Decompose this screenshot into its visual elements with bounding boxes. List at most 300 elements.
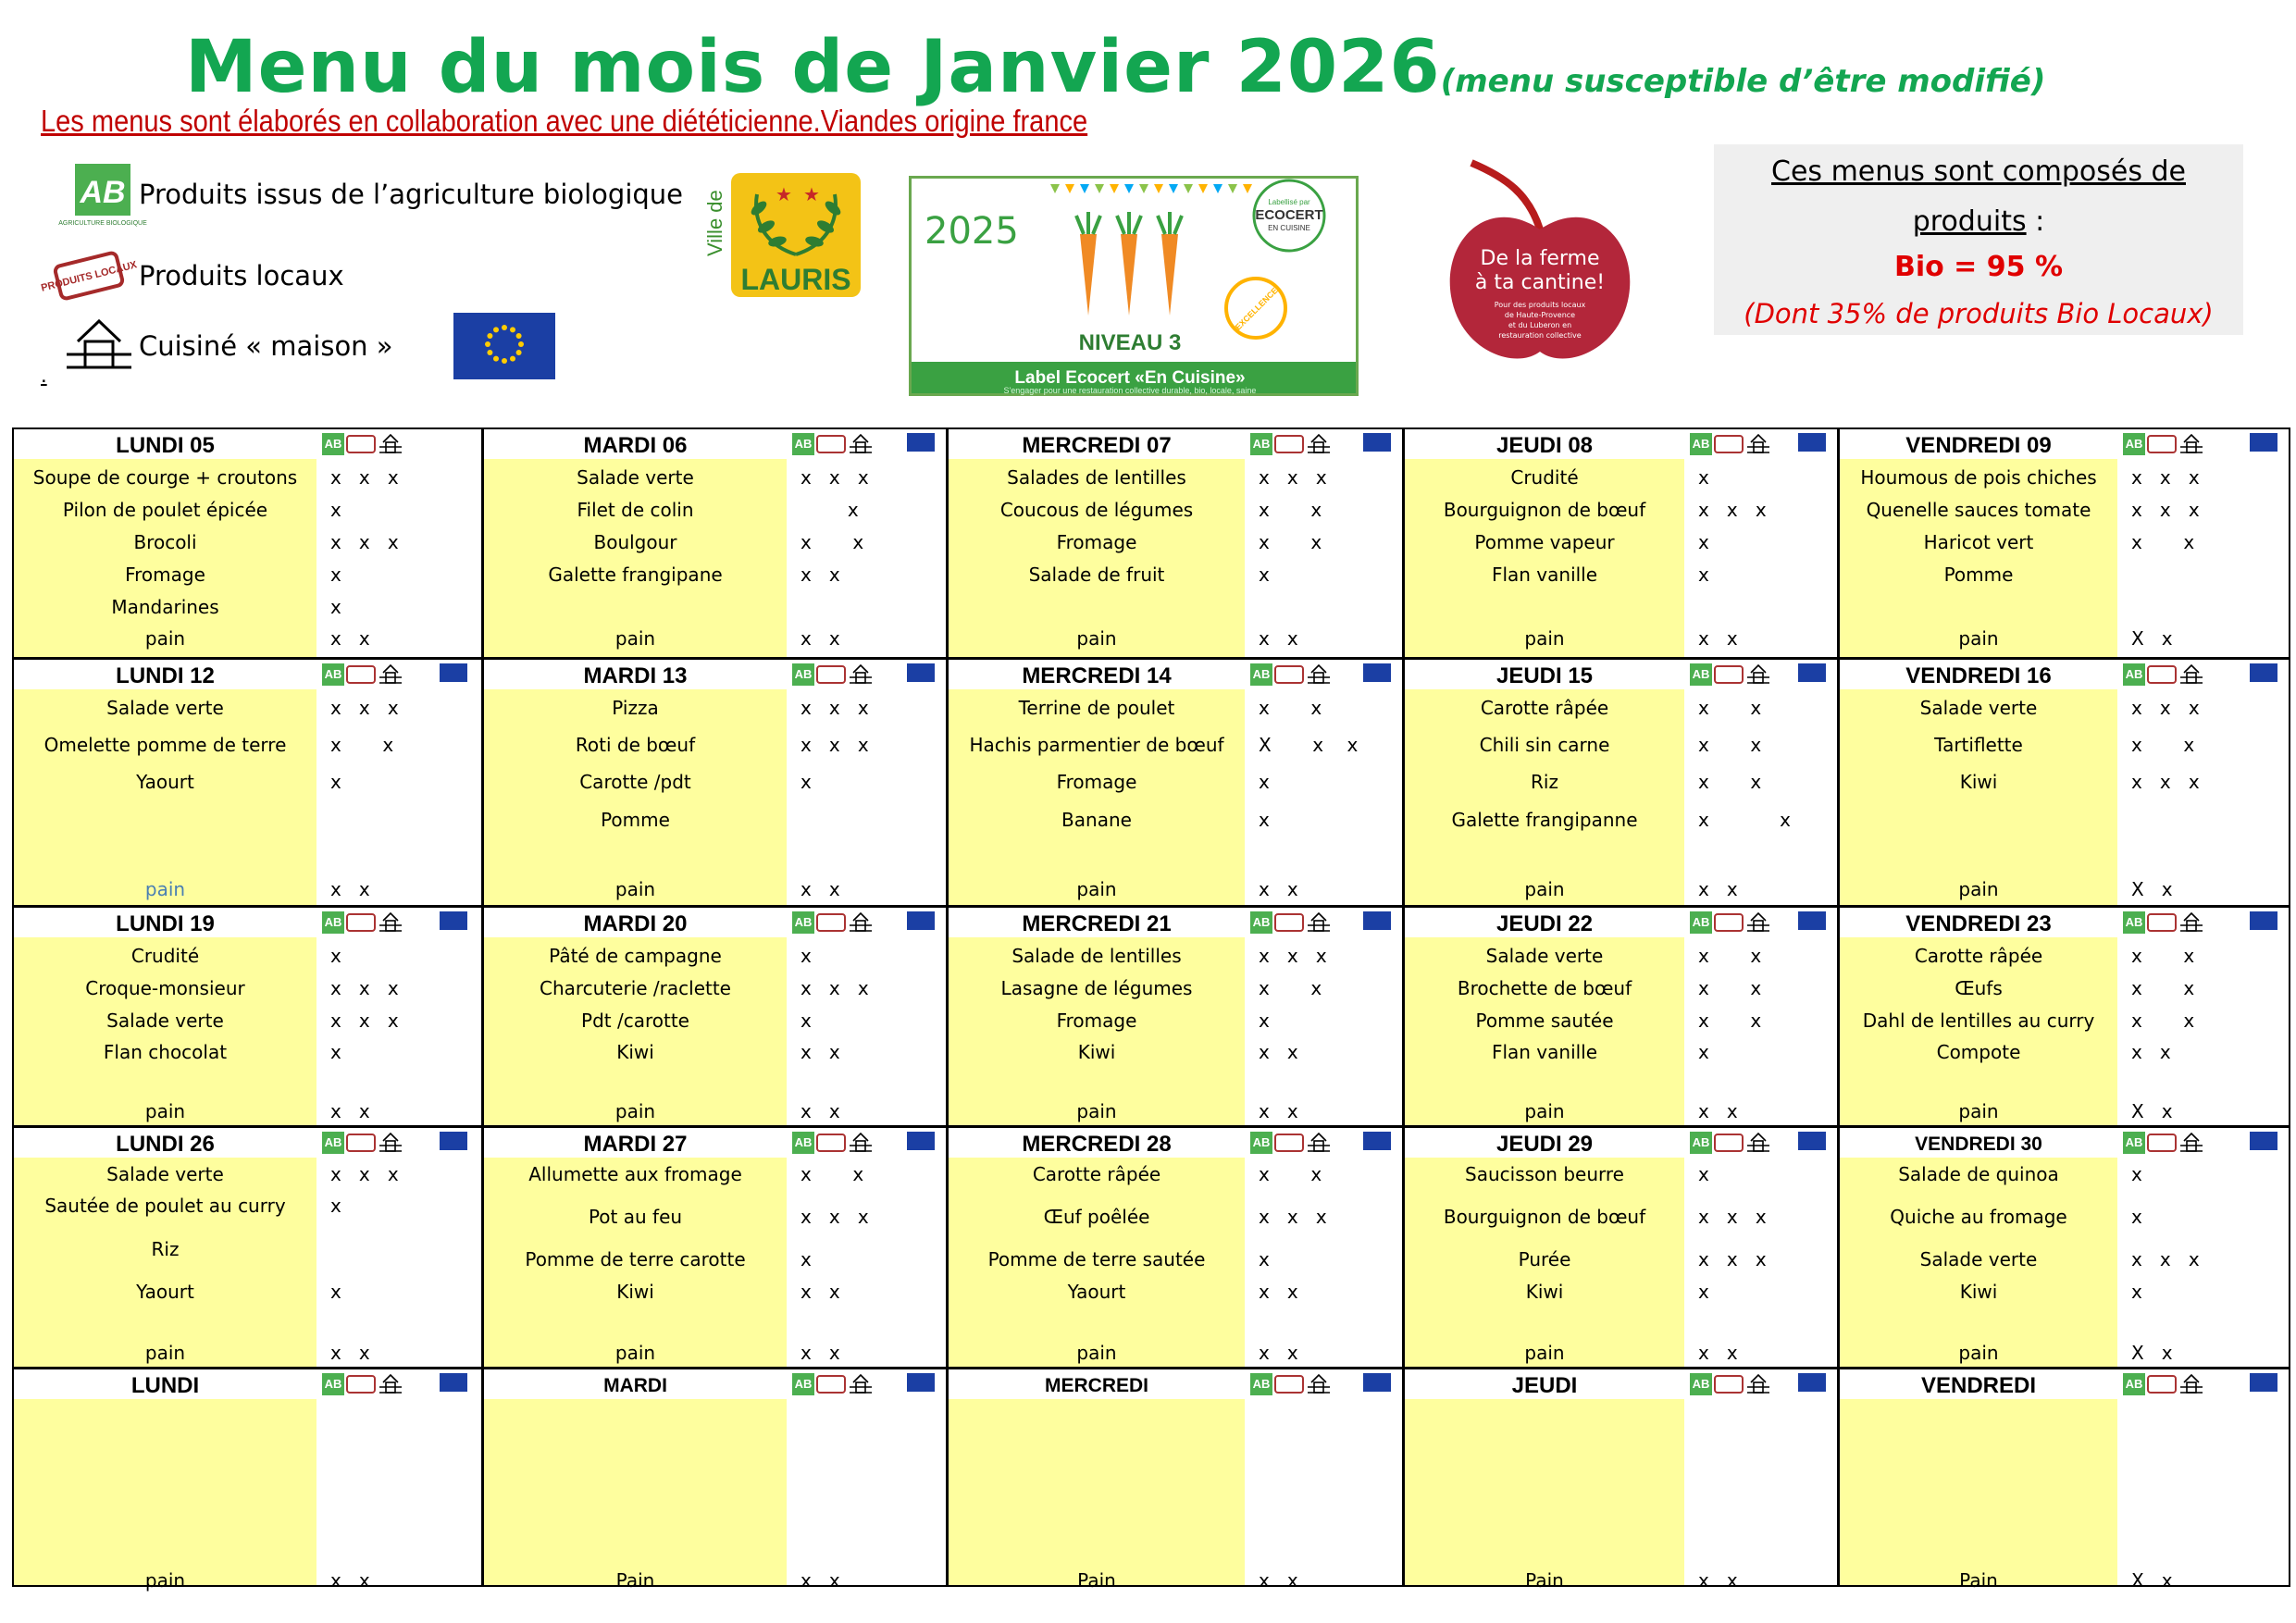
ab-bio-logo-icon — [58, 162, 147, 232]
dish-label: Salades de lentilles — [1007, 466, 1186, 489]
dish-label: Allumette aux fromage — [528, 1163, 742, 1185]
ab-bio-icon: AB — [322, 1373, 344, 1395]
dish-label: Brocoli — [133, 531, 197, 553]
house-icon — [2178, 663, 2204, 686]
day-header — [484, 660, 946, 689]
dish-marks: x x — [1259, 531, 1322, 553]
house-icon — [378, 663, 403, 686]
dish-label: pain — [144, 1100, 186, 1122]
ab-bio-icon: AB — [322, 1132, 344, 1154]
svg-text:Label Ecocert «En Cuisine»: Label Ecocert «En Cuisine» — [1014, 368, 1246, 388]
day-cell — [946, 1128, 1402, 1367]
svg-text:PRODUITS LOCAUX: PRODUITS LOCAUX — [40, 259, 139, 294]
day-header — [949, 908, 1402, 937]
dish-label: pain — [1076, 878, 1117, 900]
svg-text:LAURIS: LAURIS — [740, 263, 851, 296]
dish-label: Croque-monsieur — [85, 977, 245, 999]
dish-label: Bourguignon de bœuf — [1443, 1206, 1646, 1228]
dish-marks: X x — [2131, 1569, 2173, 1592]
dish-highlight — [1405, 1399, 1684, 1585]
eu-flag-icon — [1798, 911, 1826, 930]
dish-label: Charcuterie /raclette — [539, 977, 731, 999]
day-name: LUNDI 12 — [116, 663, 215, 688]
dish-marks: x x — [800, 564, 840, 586]
dish-label: Quenelle sauces tomate — [1866, 499, 2091, 521]
ab-bio-icon: AB — [322, 911, 344, 934]
day-cell — [946, 429, 1402, 657]
dish-marks: x x — [800, 1163, 864, 1185]
dish-marks: x x — [1259, 697, 1322, 719]
dish-label: Yaourt — [136, 1281, 194, 1303]
house-icon — [1306, 911, 1332, 934]
dish-marks: x — [800, 1248, 812, 1270]
day-header — [949, 660, 1402, 689]
produits-locaux-icon — [346, 435, 376, 453]
dish-marks: x x x — [2131, 771, 2200, 793]
house-icon — [1306, 663, 1332, 686]
svg-text:AGRICULTURE BIOLOGIQUE: AGRICULTURE BIOLOGIQUE — [58, 220, 147, 227]
produits-locaux-icon — [1274, 913, 1304, 932]
house-icon — [1306, 433, 1332, 455]
house-icon — [848, 1373, 874, 1395]
produits-locaux-icon — [816, 913, 846, 932]
dish-highlight — [1405, 689, 1684, 905]
dish-label: pain — [144, 1342, 186, 1364]
dish-marks: x — [330, 1041, 341, 1063]
dish-marks: x — [800, 771, 812, 793]
day-name: MARDI 27 — [583, 1132, 688, 1157]
house-icon — [378, 1132, 403, 1154]
dish-highlight — [484, 1399, 787, 1585]
eu-flag-icon — [1798, 1132, 1826, 1150]
ab-bio-icon: AB — [792, 433, 814, 455]
dish-marks: x x x — [1259, 466, 1327, 489]
day-header — [1840, 429, 2289, 459]
dish-label: Roti de bœuf — [575, 734, 696, 756]
info-line2-suffix: : — [2026, 205, 2045, 238]
day-header — [1840, 1128, 2289, 1158]
ab-bio-icon: AB — [2123, 433, 2145, 455]
eu-flag-icon — [907, 911, 935, 930]
day-header — [1405, 660, 1837, 689]
dish-label: Fromage — [1056, 771, 1137, 793]
dish-label: Kiwi — [1077, 1041, 1116, 1063]
legend-local-text: Produits locaux — [139, 260, 344, 291]
produits-locaux-icon — [1274, 1134, 1304, 1152]
ab-bio-icon: AB — [1250, 1132, 1272, 1154]
dish-marks: x — [800, 499, 859, 521]
dish-marks: x x — [1259, 1163, 1322, 1185]
produits-locaux-icon — [2147, 913, 2177, 932]
dish-marks: x x — [800, 1041, 840, 1063]
day-cell — [14, 660, 481, 905]
dish-label: Salade verte — [106, 697, 224, 719]
dish-label: Soupe de courge + croutons — [32, 466, 298, 489]
dish-marks: x x — [1698, 878, 1738, 900]
dish-label: pain — [1958, 1342, 1999, 1364]
dish-marks: x x x — [1259, 1206, 1327, 1228]
svg-text:S'engager pour une restauratio: S'engager pour une restauration collective durable, bio, locale, saine — [1003, 386, 1257, 395]
dish-marks: x x — [1259, 1041, 1298, 1063]
dish-marks: x x x — [330, 697, 399, 719]
dish-marks: x x x — [330, 466, 399, 489]
dish-marks: X x — [2131, 878, 2173, 900]
dish-label: Carotte râpée — [1480, 697, 1609, 719]
ab-bio-icon: AB — [2123, 1373, 2145, 1395]
dish-label: Pomme — [1943, 564, 2014, 586]
eu-flag-icon — [907, 1132, 935, 1150]
dish-marks: x — [1259, 1010, 1270, 1032]
day-cell — [481, 1128, 946, 1367]
dish-marks: x — [2131, 1206, 2142, 1228]
dish-label: Flan chocolat — [103, 1041, 228, 1063]
day-header — [484, 908, 946, 937]
legend-bio-text: Produits issus de l’agriculture biologique — [139, 179, 684, 210]
day-header — [14, 429, 481, 459]
dish-marks: x x x — [2131, 1248, 2200, 1270]
day-name: MERCREDI 14 — [1022, 663, 1172, 688]
dish-marks: x x — [1698, 1342, 1738, 1364]
produits-locaux-icon — [346, 665, 376, 684]
ab-bio-icon: AB — [2123, 911, 2145, 934]
dish-label: pain — [1958, 878, 1999, 900]
dish-marks: X x x — [1259, 734, 1359, 756]
day-header — [484, 429, 946, 459]
house-icon — [1745, 433, 1771, 455]
dish-label: Lasagne de légumes — [1000, 977, 1193, 999]
produits-locaux-icon — [1714, 1134, 1744, 1152]
day-cell — [1837, 660, 2289, 905]
dish-marks: x x — [1698, 734, 1762, 756]
day-cell — [1402, 660, 1837, 905]
house-icon — [378, 433, 403, 455]
dish-label: Pomme sautée — [1475, 1010, 1614, 1032]
dish-marks: x x — [1259, 1281, 1298, 1303]
eu-flag-icon — [1363, 1373, 1391, 1392]
dish-label: Pomme — [601, 809, 670, 831]
dish-marks: x x x — [800, 977, 869, 999]
produits-locaux-icon — [1714, 913, 1744, 932]
info-box — [1714, 144, 2243, 335]
dish-label: Terrine de poulet — [1018, 697, 1175, 719]
day-header — [1405, 908, 1837, 937]
dish-label: Pain — [1525, 1569, 1564, 1592]
dish-marks: x x — [1259, 1342, 1298, 1364]
dish-label: Tartiflette — [1934, 734, 2023, 756]
day-header — [484, 1369, 946, 1399]
day-name: LUNDI 19 — [116, 911, 215, 936]
dish-label: pain — [1958, 1100, 1999, 1122]
dish-label: Kiwi — [1959, 771, 1998, 793]
svg-text:EN CUISINE: EN CUISINE — [1268, 224, 1310, 232]
dish-label: Riz — [151, 1238, 180, 1260]
dish-marks: x x — [1698, 627, 1738, 650]
produits-locaux-icon — [1714, 665, 1744, 684]
house-icon — [848, 1132, 874, 1154]
dish-marks: x x — [1259, 878, 1298, 900]
dish-label: Houmous de pois chiches — [1860, 466, 2097, 489]
dish-marks: x x — [1259, 627, 1298, 650]
eu-flag-icon — [440, 1373, 467, 1392]
day-name: LUNDI — [130, 1373, 200, 1398]
menu-grid — [12, 427, 2290, 1592]
svg-text:Ville de: Ville de — [703, 190, 726, 256]
dish-marks: x x — [1698, 809, 1791, 831]
produits-locaux-icon — [816, 1375, 846, 1394]
eu-flag-icon — [1363, 663, 1391, 682]
day-header — [1405, 429, 1837, 459]
day-name: VENDREDI 30 — [1915, 1134, 2042, 1155]
dish-marks: x x — [1698, 1569, 1738, 1592]
produits-locaux-icon — [2147, 1134, 2177, 1152]
day-name: MARDI 06 — [583, 433, 688, 458]
dish-marks: x x x — [2131, 697, 2200, 719]
eu-flag-icon — [1798, 433, 1826, 452]
dish-highlight — [14, 1158, 316, 1367]
house-icon — [1306, 1373, 1332, 1395]
day-header — [1405, 1369, 1837, 1399]
dish-label: pain — [1524, 1342, 1565, 1364]
produits-locaux-icon — [816, 1134, 846, 1152]
dish-label: Pomme de terre carotte — [525, 1248, 746, 1270]
dish-label: pain — [614, 627, 656, 650]
svg-text:★: ★ — [776, 185, 792, 205]
dish-marks: x x — [1259, 977, 1322, 999]
dish-label: Compote — [1936, 1041, 2021, 1063]
day-header — [949, 429, 1402, 459]
house-icon — [2178, 1373, 2204, 1395]
produits-locaux-icon — [1274, 1375, 1304, 1394]
eu-flag-icon — [1798, 1373, 1826, 1392]
cherry-logo-icon — [1433, 157, 1647, 370]
day-cell — [1837, 1369, 2289, 1592]
day-cell — [1402, 1128, 1837, 1367]
day-name: JEUDI 29 — [1496, 1132, 1594, 1157]
info-bio: Bio = 95 % — [1893, 251, 2064, 283]
lauris-logo-icon — [701, 171, 863, 299]
eu-flag-icon — [1363, 433, 1391, 452]
eu-flag-icon — [2250, 911, 2277, 930]
produits-locaux-icon — [2147, 435, 2177, 453]
dish-marks: x x x — [800, 1206, 869, 1228]
day-name: MARDI 13 — [583, 663, 688, 688]
eu-flag-icon — [907, 1373, 935, 1392]
house-icon — [2178, 433, 2204, 455]
day-cell — [14, 1128, 481, 1367]
day-name: VENDREDI 23 — [1905, 911, 2052, 936]
eu-flag-icon — [1798, 663, 1826, 682]
day-name: MARDI — [603, 1375, 667, 1396]
dish-label: pain — [1076, 627, 1117, 650]
info-line1: Ces menus sont composés de — [1771, 155, 2186, 188]
dish-highlight — [14, 1399, 316, 1585]
dish-label: Salade de fruit — [1028, 564, 1165, 586]
week-row — [14, 1367, 2289, 1592]
dish-label: pain — [614, 878, 656, 900]
dish-label: Bourguignon de bœuf — [1443, 499, 1646, 521]
dish-label: Purée — [1518, 1248, 1571, 1270]
dish-marks: x x — [800, 1569, 840, 1592]
dish-marks: x x — [2131, 734, 2195, 756]
day-name: MARDI 20 — [583, 911, 688, 936]
dish-marks: x — [330, 596, 341, 618]
day-cell — [1402, 1369, 1837, 1592]
dish-marks: x x — [2131, 977, 2195, 999]
dish-label: pain — [1524, 878, 1565, 900]
dish-label: Galette frangipane — [548, 564, 723, 586]
dish-marks: x — [1259, 771, 1270, 793]
day-header — [1840, 1369, 2289, 1399]
day-cell — [946, 1369, 1402, 1592]
dish-label: Pain — [1959, 1569, 1998, 1592]
dish-label: Salade verte — [577, 466, 694, 489]
page-title-row — [185, 26, 2221, 109]
day-header — [949, 1369, 1402, 1399]
dish-marks: x x — [2131, 1041, 2171, 1063]
week-row — [14, 657, 2289, 905]
day-header — [1840, 660, 2289, 689]
svg-text:à ta cantine!: à ta cantine! — [1474, 271, 1606, 294]
svg-text:ECOCERT: ECOCERT — [1255, 207, 1323, 223]
produits-locaux-icon — [816, 665, 846, 684]
dish-label: Coucous de légumes — [999, 499, 1194, 521]
dish-label: Salade de lentilles — [1011, 945, 1182, 967]
dish-marks: x x — [800, 1100, 840, 1122]
produits-locaux-icon — [346, 1375, 376, 1394]
dish-marks: x x — [1259, 499, 1322, 521]
dot-link[interactable]: . — [41, 363, 47, 388]
dish-highlight — [949, 1399, 1245, 1585]
day-cell — [1837, 908, 2289, 1125]
house-icon — [1745, 1373, 1771, 1395]
info-local: (Dont 35% de produits Bio Locaux) — [1744, 298, 2214, 329]
day-cell — [14, 429, 481, 657]
dish-marks: x x — [330, 878, 370, 900]
eu-flag-icon — [1363, 1132, 1391, 1150]
dish-label: Salade verte — [106, 1163, 224, 1185]
ab-bio-icon: AB — [1690, 663, 1712, 686]
dish-marks: x x — [1698, 1100, 1738, 1122]
day-name: MERCREDI 28 — [1022, 1132, 1172, 1157]
day-cell — [481, 660, 946, 905]
eu-flag-icon — [440, 1132, 467, 1150]
day-header — [1840, 908, 2289, 937]
day-header — [484, 1128, 946, 1158]
day-header — [14, 660, 481, 689]
dish-marks: x — [1698, 531, 1709, 553]
svg-text:de Haute-Provence: de Haute-Provence — [1504, 311, 1576, 319]
dish-label: pain — [1076, 1342, 1117, 1364]
dish-label: Kiwi — [616, 1281, 654, 1303]
ab-bio-icon: AB — [1690, 911, 1712, 934]
day-name: JEUDI — [1511, 1373, 1578, 1398]
dish-label: Fromage — [1056, 531, 1137, 553]
dish-label: pain — [1524, 1100, 1565, 1122]
dish-marks: x x — [330, 734, 394, 756]
produits-locaux-icon — [1274, 665, 1304, 684]
dish-label: Fromage — [125, 564, 205, 586]
eu-flag-icon — [2250, 663, 2277, 682]
day-cell — [481, 429, 946, 657]
day-cell — [14, 908, 481, 1125]
svg-text:2025: 2025 — [925, 210, 1019, 253]
dish-highlight — [949, 689, 1245, 905]
dish-marks: x — [330, 1195, 341, 1217]
day-name: JEUDI 22 — [1496, 911, 1594, 936]
day-header — [1405, 1128, 1837, 1158]
dish-label: Pilon de poulet épicée — [62, 499, 268, 521]
produits-locaux-icon — [346, 1134, 376, 1152]
dish-marks: x x x — [1698, 499, 1767, 521]
produits-locaux-icon — [2147, 665, 2177, 684]
house-icon — [848, 911, 874, 934]
house-icon — [848, 663, 874, 686]
dish-marks: x x — [1259, 1100, 1298, 1122]
dish-marks: x — [1698, 466, 1709, 489]
dish-label: Œuf poêlée — [1043, 1206, 1150, 1228]
day-name: VENDREDI 16 — [1905, 663, 2052, 688]
dish-marks: x x x — [330, 531, 399, 553]
day-header — [14, 1369, 481, 1399]
svg-text:Pour des produits locaux: Pour des produits locaux — [1494, 301, 1586, 309]
day-cell — [946, 908, 1402, 1125]
dish-marks: x x — [330, 1569, 370, 1592]
house-icon — [2178, 1132, 2204, 1154]
dish-marks: x x x — [330, 1163, 399, 1185]
dish-label: pain — [614, 1342, 656, 1364]
dish-label: Dahl de lentilles au curry — [1862, 1010, 2095, 1032]
dish-label: Boulgour — [593, 531, 677, 553]
dish-marks: x x — [800, 1342, 840, 1364]
day-cell — [481, 908, 946, 1125]
produits-locaux-icon — [1714, 1375, 1744, 1394]
day-cell — [14, 1369, 481, 1592]
dish-label: Yaourt — [136, 771, 194, 793]
page-subtitle: Les menus sont élaborés en collaboration avec une diététicienne.Viandes origine france — [41, 104, 1088, 138]
dish-label: Carotte /pdt — [579, 771, 691, 793]
house-icon — [1745, 911, 1771, 934]
ab-bio-icon: AB — [792, 911, 814, 934]
dish-label: Salade verte — [1919, 1248, 2038, 1270]
dish-marks: x x — [330, 1342, 370, 1364]
dish-marks: X x — [2131, 1100, 2173, 1122]
dish-marks: x x x — [1259, 945, 1327, 967]
dish-label: Flan vanille — [1491, 1041, 1598, 1063]
dish-marks: x — [800, 1010, 812, 1032]
dish-label: Pâté de campagne — [549, 945, 722, 967]
dish-label: Salade verte — [106, 1010, 224, 1032]
dish-marks: x x — [800, 531, 864, 553]
dish-marks: X x — [2131, 1342, 2173, 1364]
house-icon — [2178, 911, 2204, 934]
dish-marks: x x — [330, 1100, 370, 1122]
dish-highlight — [1840, 1399, 2117, 1585]
day-name: JEUDI 08 — [1496, 433, 1594, 458]
dish-label: Saucisson beurre — [1465, 1163, 1624, 1185]
dish-marks: x x — [800, 878, 840, 900]
ab-bio-icon: AB — [2123, 1132, 2145, 1154]
day-name: MERCREDI 21 — [1022, 911, 1172, 936]
day-name: LUNDI 26 — [116, 1132, 215, 1157]
svg-text:et du Luberon en: et du Luberon en — [1508, 321, 1572, 329]
eu-flag-icon — [907, 663, 935, 682]
eu-flag-icon — [453, 313, 555, 379]
dish-label: pain — [1524, 627, 1565, 650]
dish-label: Mandarines — [111, 596, 219, 618]
dish-marks: x — [330, 564, 341, 586]
dish-marks: x — [1259, 809, 1270, 831]
dish-marks: x x x — [1698, 1248, 1767, 1270]
